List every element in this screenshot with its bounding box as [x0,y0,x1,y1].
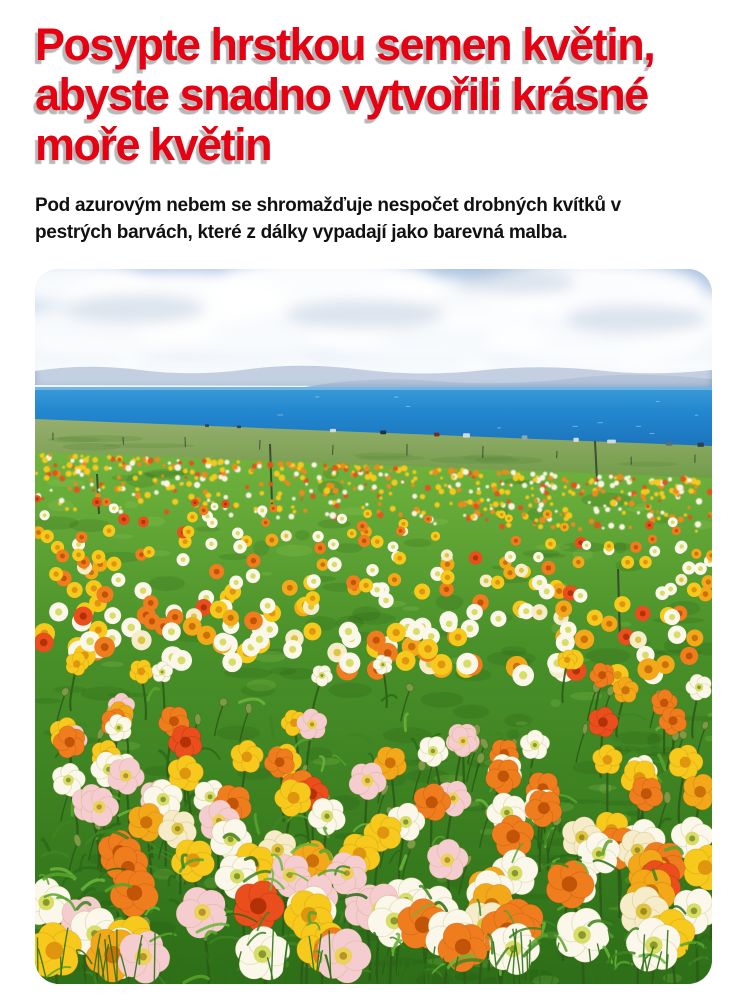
page-title-line: moře květin [35,119,272,170]
hero-section [0,0,750,246]
page-subtitle [35,192,722,246]
product-photo [35,269,712,984]
page-title-line: abyste snadno vytvořili krásné [35,69,648,120]
page-subtitle-line: pestrých barvách, které z dálky vypadají jako barevná malba. [35,222,568,243]
page-subtitle-line: Pod azurovým nebem se shromažďuje nespočet drobných kvítků v [35,195,621,216]
page-title-line: Posypte hrstkou semen květin, [35,19,655,70]
flower-field-photo [35,269,712,984]
page-title [35,20,722,170]
